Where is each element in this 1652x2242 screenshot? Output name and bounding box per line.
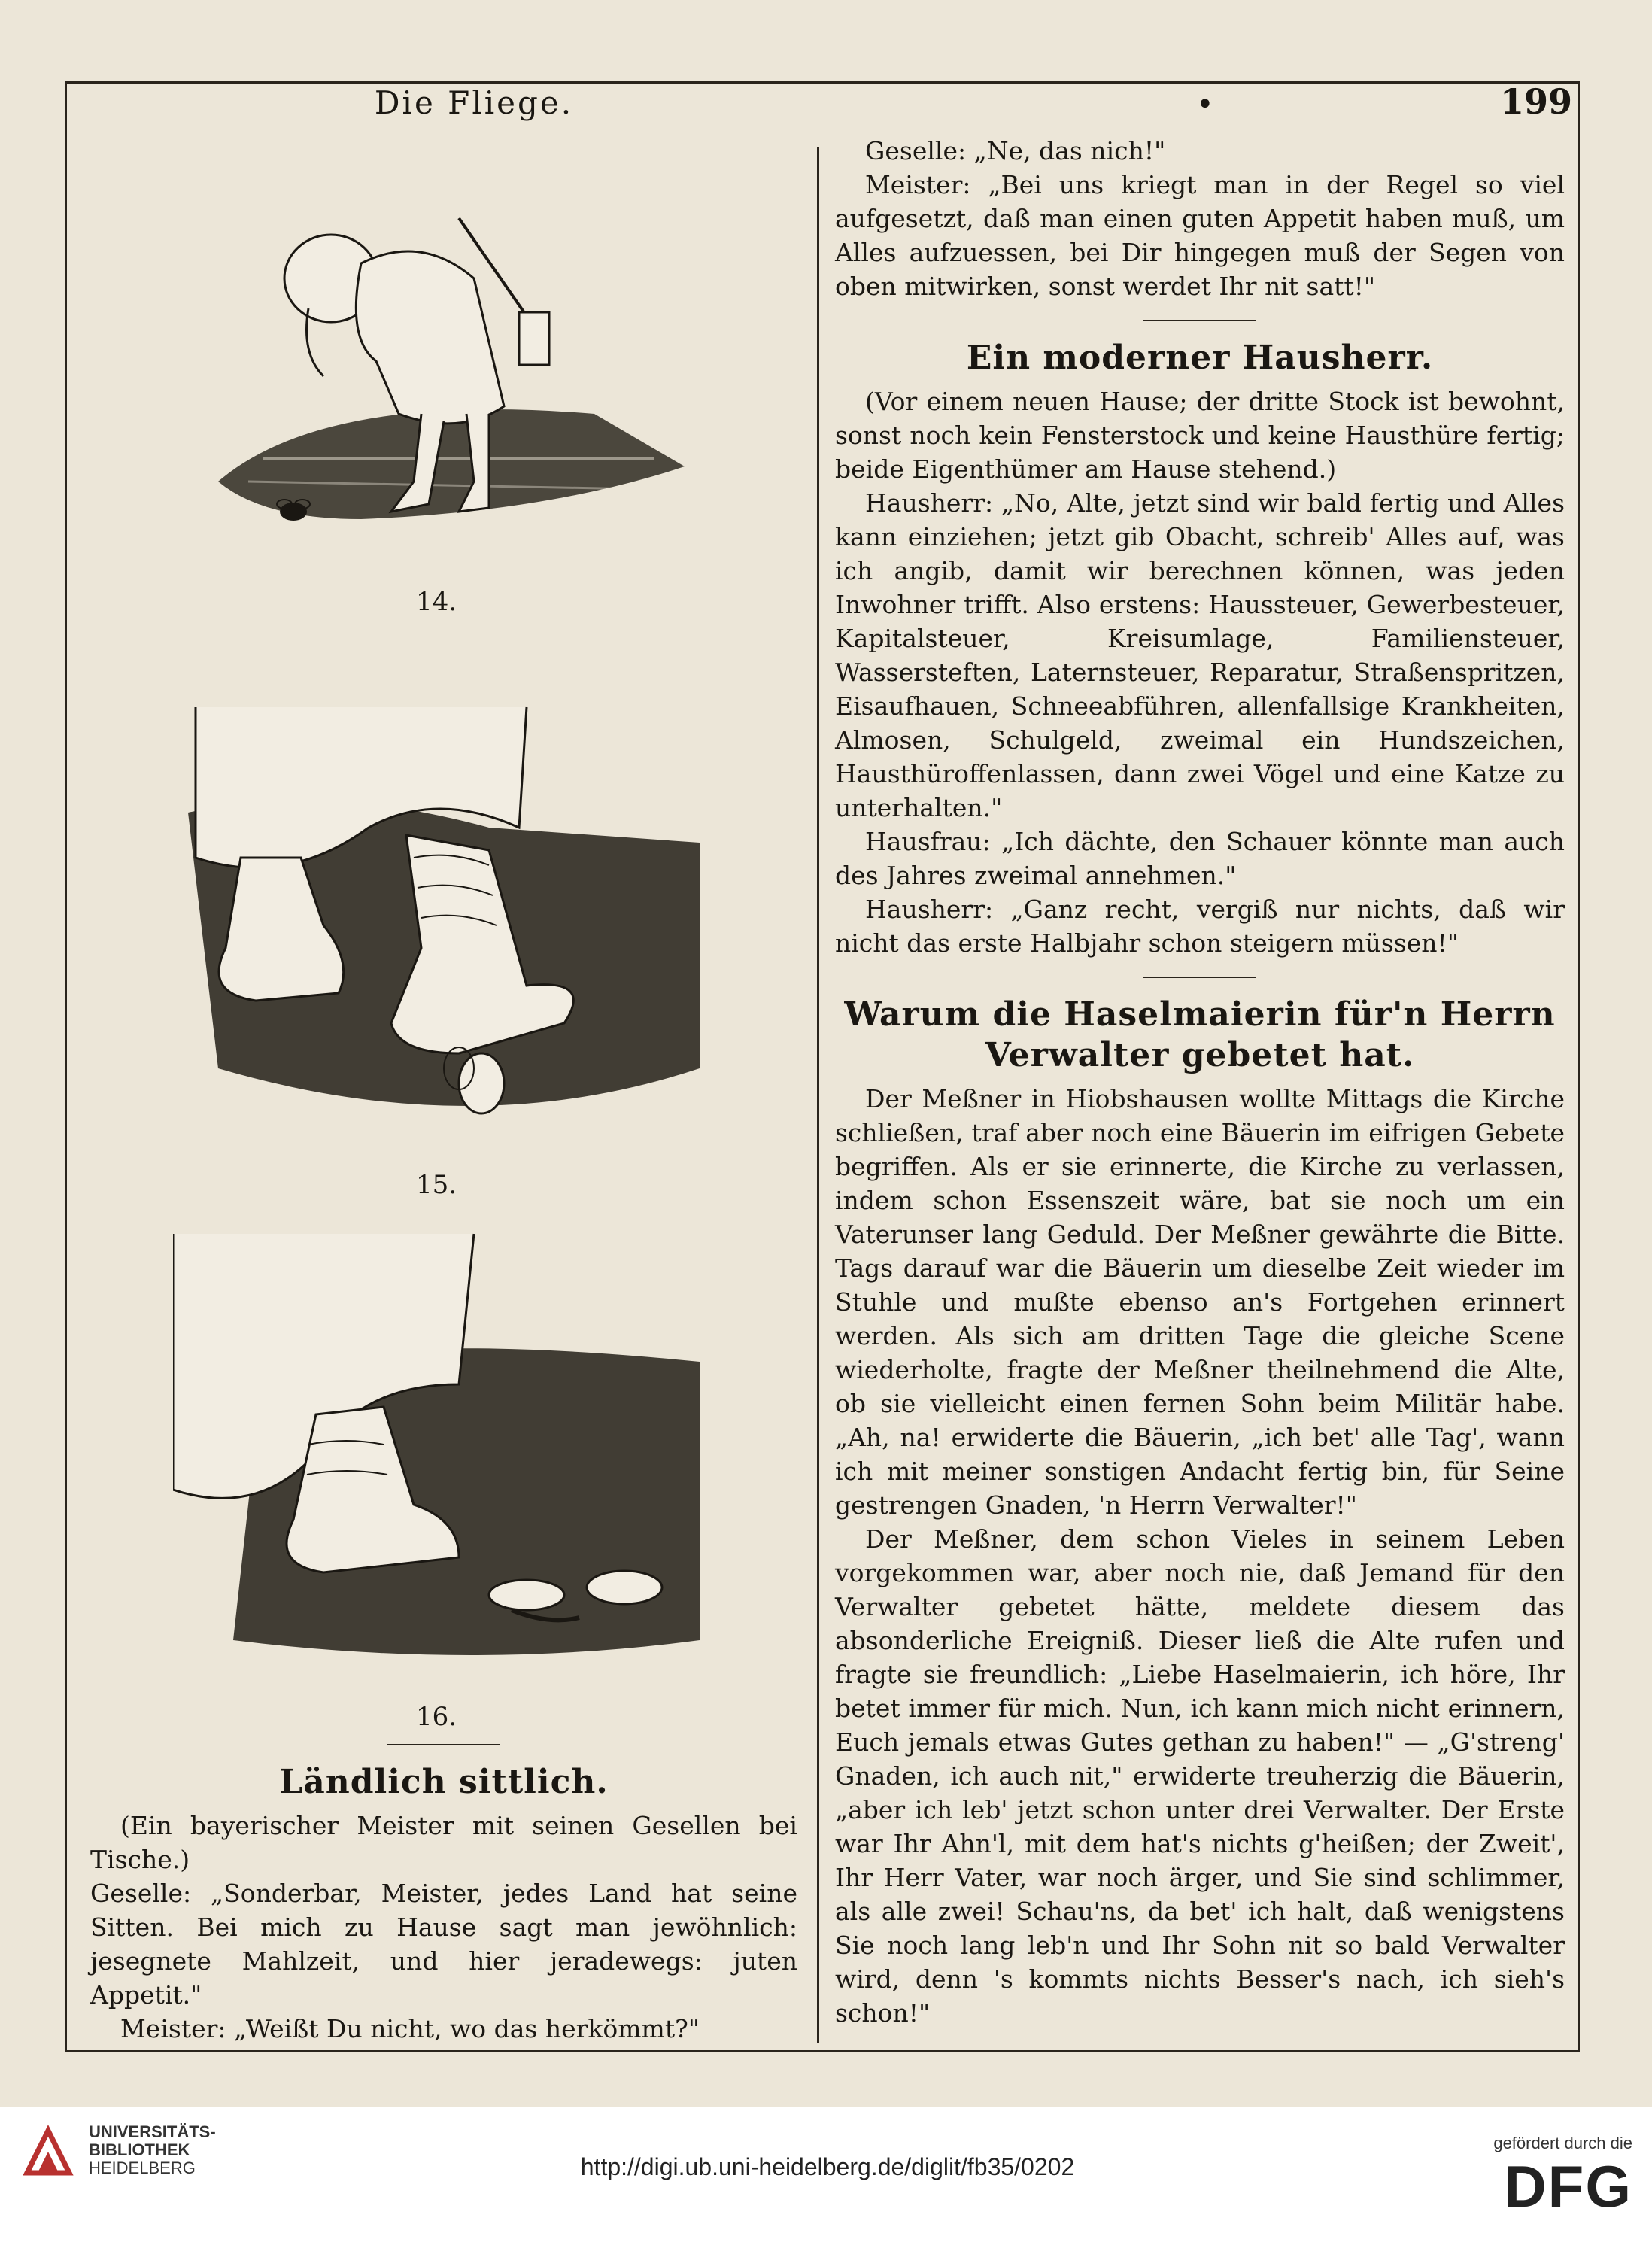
library-name bbox=[89, 2123, 216, 2177]
figure-16-drawing bbox=[173, 1219, 700, 1685]
page-number: 199 bbox=[1499, 81, 1572, 122]
left-story bbox=[90, 1744, 797, 2046]
permalink-url[interactable]: http://digi.ub.uni-heidelberg.de/diglit/fb35/0202 bbox=[580, 2153, 1075, 2180]
story-paragraph: Geselle: „Ne, das nich!" bbox=[865, 136, 1166, 166]
right-column bbox=[835, 134, 1565, 2030]
story-title-hausherr: Ein moderner Hausherr. bbox=[966, 339, 1434, 377]
story-title-laendlich: Ländlich sittlich. bbox=[279, 1763, 609, 1801]
running-title: Die Fliege. bbox=[374, 84, 574, 121]
story-title-haselmaierin: Warum die Haselmaierin für'n Herrn Verwalter gebetet hat. bbox=[844, 995, 1556, 1074]
story-paragraph: (Ein bayerischer Meister mit seinen Gesellen bei Tische.) bbox=[90, 1811, 797, 1874]
separator-line bbox=[1143, 977, 1256, 978]
header-dot: • bbox=[1196, 87, 1214, 122]
story-paragraph: Meister: „Bei uns kriegt man in der Regel so viel aufgesetzt, daß man einen guten Appetit haben muß, um Alles aufzuessen, bei Dir hingegen muß der Segen von oben mitwirken, sonst werdet Ihr nit satt!" bbox=[835, 170, 1565, 301]
figure-15-drawing bbox=[173, 677, 700, 1159]
story-paragraph: Hausherr: „No, Alte, jetzt sind wir bald fertig und Alles kann einziehen; jetzt gib Obacht, schreib' Alles auf, was ich angib, damit wir berechnen können, was jeden Inwohner trifft. Also erstens: Haussteuer, Gewerbesteuer, Kapitalsteuer, Kreisumlage, Familiensteuer, Wassersteften, Laternsteuer, Reparatur, Straßenspritzen, Eisaufhauen, Schneeabführen, allenfallsige Krankheiten, Almosen, Schulgeld, zweimal ein Hundszeichen, Hausthüroffenlassen, dann zwei Vögel und eine Katze zu unterhalten." bbox=[835, 488, 1565, 822]
library-name-line: HEIDELBERG bbox=[89, 2158, 196, 2177]
story-paragraph: Der Meßner in Hiobshausen wollte Mittags die Kirche schließen, traf aber noch eine Bäuerin im eifrigen Gebete begriffen. Als er sie erinnerte, die Kirche zu verlassen, indem schon Essenszeit wäre, bat sie noch um ein Vaterunser lang Geduld. Der Meßner gewährte die Bitte. Tags darauf war die Bäuerin um dieselbe Zeit wieder im Stuhle und mußte ebenso an's Fortgehen erinnert werden. Als sich am dritten Tage die gleiche Scene wiederholte, fragte der Meßner theilnehmend die Alte, ob sie vielleicht einen fernen Sohn beim Militär habe. „Ah, na! erwiderte die Bäuerin, „ich bet' alle Tag', wann ich mit meiner sonstigen Andacht fertig bin, für Seine gestrengen Gnaden, 'n Herrn Verwalter!" bbox=[835, 1084, 1565, 1520]
illustration-14 bbox=[173, 166, 700, 572]
story-paragraph: (Vor einem neuen Hause; der dritte Stock ist bewohnt, sonst noch kein Fensterstock und keine Hausthüre fertig; beide Eigenthümer am Hause stehend.) bbox=[835, 387, 1565, 484]
figure-number-16: 16. bbox=[415, 1702, 457, 1732]
library-name-line: UNIVERSITÄTS- bbox=[89, 2122, 216, 2141]
library-logo-icon bbox=[18, 2122, 78, 2182]
figure-number-14: 14. bbox=[415, 587, 457, 617]
story-paragraph: Geselle: „Sonderbar, Meister, jedes Land hat seine Sitten. Bei mich zu Hause sagt man jewöhnlich: jesegnete Mahlzeit, und hier jeradewegs: juten Appetit." bbox=[90, 1879, 797, 2010]
library-name-line: BIBLIOTHEK bbox=[89, 2140, 190, 2159]
separator-line bbox=[1143, 320, 1256, 321]
figure-14-drawing bbox=[173, 166, 700, 572]
story-paragraph: Meister: „Weißt Du nicht, wo das herkömmt?" bbox=[120, 2014, 700, 2043]
story-paragraph: Hausherr: „Ganz recht, vergiß nur nichts, daß wir nicht das erste Halbjahr schon steigern müssen!" bbox=[835, 895, 1565, 958]
story-paragraph: Hausfrau: „Ich dächte, den Schauer könnte man auch des Jahres zweimal annehmen." bbox=[835, 827, 1565, 890]
column-divider bbox=[817, 147, 819, 2043]
funder-label: gefördert durch die bbox=[1493, 2134, 1632, 2152]
figure-number-15: 15. bbox=[415, 1170, 457, 1200]
separator-line bbox=[387, 1744, 500, 1745]
illustration-15 bbox=[173, 677, 700, 1159]
story-paragraph: Der Meßner, dem schon Vieles in seinem Leben vorgekommen war, aber noch nie, daß Jemand für den Verwalter gebetet hätte, meldete diesem das absonderliche Ereigniß. Dieser ließ die Alte rufen und fragte sie freundlich: „Liebe Haselmaierin, ich höre, Ihr betet immer für mich. Nun, ich kann mich nicht erinnern, Euch jemals etwas Gutes gethan zu haben!" — „G'streng' Gnaden, ich auch nit," erwiderte treuherzig die Bäuerin, „aber ich leb' jetzt schon unter drei Verwalter. Der Erste war Ihr Ahn'l, mit dem hat's nichts g'heißen; der Zweit', Ihr Herr Vater, war noch ärger, und Sie sind schlimmer, als alle zwei! Schau'ns, da bet' ich halt, daß wenigstens Sie noch lang leb'n und Ihr Sohn nit so bald Verwalter wird, denn 's kommts nichts Besser's nach, ich sieh's schon!" bbox=[835, 1524, 1565, 2028]
dfg-logo: DFG bbox=[1504, 2153, 1632, 2219]
illustration-16 bbox=[173, 1219, 700, 1685]
